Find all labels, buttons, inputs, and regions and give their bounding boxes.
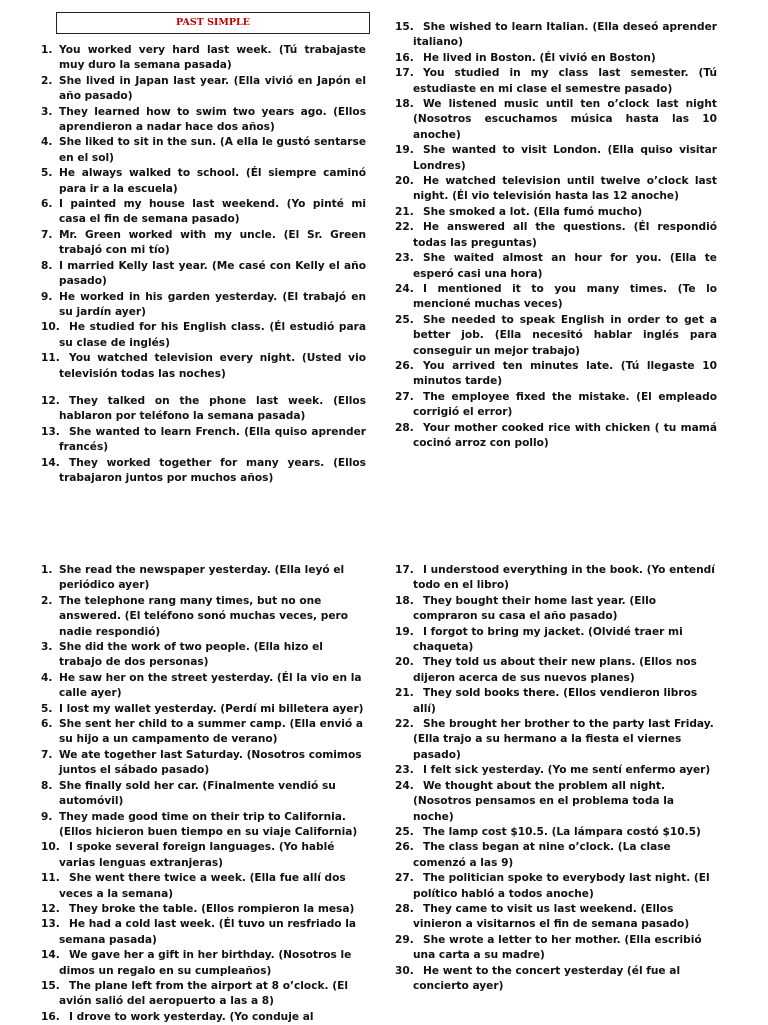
item-text: She waited almost an hour for you. (Ella te esperó casi una hora) xyxy=(413,252,717,280)
item-text: You worked very hard last week. (Tú trabajaste muy duro la semana pasada) xyxy=(59,44,366,72)
list-item xyxy=(41,425,366,456)
item-number: 12. xyxy=(41,394,60,407)
item-number: 14. xyxy=(41,456,60,469)
item-text: He lived in Boston. (Él vivió en Boston) xyxy=(423,51,656,64)
item-number: 25. xyxy=(395,825,414,838)
list-item xyxy=(41,351,366,382)
item-text: You watched television every night. (Usted vio televisión todas las noches) xyxy=(59,352,366,380)
list-item xyxy=(41,979,366,1010)
item-number: 7. xyxy=(41,228,53,241)
section2-right-column xyxy=(395,563,717,994)
item-text: We ate together last Saturday. (Nosotros comimos juntos el sábado pasado) xyxy=(59,748,362,777)
item-number: 3. xyxy=(41,105,53,118)
list-item xyxy=(395,282,717,313)
list-item xyxy=(41,640,366,671)
item-text: She lived in Japan last year. (Ella vivió en Japón el año pasado) xyxy=(59,74,366,103)
list-item xyxy=(395,655,717,686)
item-number: 16. xyxy=(41,1010,60,1023)
item-number: 10. xyxy=(41,841,60,854)
list-item xyxy=(395,20,717,51)
item-text: He answered all the questions. (Él respondió todas las preguntas) xyxy=(413,221,717,249)
item-number: 25. xyxy=(395,313,414,326)
item-number: 28. xyxy=(395,902,414,915)
item-text: He studied for his English class. (Él estudió para su clase de inglés) xyxy=(59,321,366,349)
item-number: 20. xyxy=(395,175,414,188)
list-item xyxy=(395,143,717,174)
list-item xyxy=(395,686,717,717)
list-item xyxy=(41,135,366,166)
list-item xyxy=(395,174,717,205)
item-text: They bought their home last year. (Ello compraron su casa el año pasado) xyxy=(413,594,657,623)
list-item xyxy=(395,251,717,282)
item-text: She liked to sit in the sun. (A ella le gustó sentarse en el sol) xyxy=(59,136,366,164)
list-item xyxy=(41,779,366,810)
item-text: The employee fixed the mistake. (El empleado corrigió el error) xyxy=(413,390,717,419)
list-item xyxy=(41,671,366,702)
item-number: 1. xyxy=(41,564,53,576)
item-text: She went there twice a week. (Ella fue allí dos veces a la semana) xyxy=(59,872,346,900)
item-text: We listened music until ten o’clock last night (Nosotros escuchamos música hasta las 10 anoche) xyxy=(413,98,717,141)
item-text: She wanted to visit London. (Ella quiso visitar Londres) xyxy=(413,144,717,172)
item-number: 26. xyxy=(395,359,414,372)
item-number: 11. xyxy=(41,872,60,885)
list-item xyxy=(395,779,717,825)
section1-left-list xyxy=(41,43,366,486)
item-number: 2. xyxy=(41,594,53,607)
item-number: 9. xyxy=(41,810,53,823)
item-text: You arrived ten minutes late. (Tú llegaste 10 minutos tarde) xyxy=(413,359,717,388)
item-text: I understood everything in the book. (Yo entendí todo en el libro) xyxy=(413,564,715,592)
list-item xyxy=(395,66,717,97)
item-number: 5. xyxy=(41,702,53,715)
item-number: 19. xyxy=(395,144,414,157)
item-text: They sold books there. (Ellos vendieron libros allí) xyxy=(413,687,698,715)
list-item xyxy=(395,625,717,656)
item-text: He always walked to school. (Él siempre caminó para ir a la escuela) xyxy=(59,167,366,195)
item-number: 10. xyxy=(41,321,60,334)
item-number: 21. xyxy=(395,205,414,218)
item-text: She brought her brother to the party last Friday. (Ella trajo a su hermano a la fiesta el viernes pasado) xyxy=(413,718,714,761)
list-item xyxy=(41,871,366,902)
list-item xyxy=(395,825,717,840)
section1-right-list xyxy=(395,20,717,451)
item-number: 21. xyxy=(395,687,414,700)
section1-right-column xyxy=(395,20,717,451)
item-text: She wrote a letter to her mother. (Ella escribió una carta a su madre) xyxy=(413,933,702,962)
item-text: You studied in my class last semester. (Tú estudiaste en mi clase el semestre pasado) xyxy=(413,67,717,95)
list-item xyxy=(395,902,717,933)
section2-right-list xyxy=(395,563,717,994)
title-box xyxy=(56,12,370,34)
item-text: The telephone rang many times, but no one answered. (El teléfono sonó muchas veces, pero nadie respondió) xyxy=(59,594,349,638)
item-number: 29. xyxy=(395,933,414,946)
item-number: 30. xyxy=(395,964,414,977)
item-text: She wished to learn Italian. (Ella deseó aprender italiano) xyxy=(413,21,717,49)
list-item xyxy=(395,763,717,778)
item-text: They came to visit us last weekend. (Ellos vinieron a visitarnos el fin de semana pasado) xyxy=(413,902,690,931)
item-number: 8. xyxy=(41,779,53,792)
item-number: 14. xyxy=(41,949,60,962)
list-item xyxy=(41,840,366,871)
list-item xyxy=(41,456,366,487)
item-text: We thought about the problem all night. (Nosotros pensamos en el problema toda la noche) xyxy=(413,779,675,823)
list-item xyxy=(395,594,717,625)
item-number: 11. xyxy=(41,352,60,365)
item-number: 23. xyxy=(395,252,414,265)
list-item xyxy=(395,97,717,143)
item-text: She sent her child to a summer camp. (Ella envió a su hijo a un campamento de verano) xyxy=(59,718,364,746)
item-text: She smoked a lot. (Ella fumó mucho) xyxy=(423,205,643,218)
list-item xyxy=(395,563,717,594)
section1-left-column xyxy=(41,43,366,486)
item-number: 27. xyxy=(395,872,414,885)
item-text: He had a cold last week. (Él tuvo un resfriado la semana pasada) xyxy=(59,918,357,946)
list-item xyxy=(395,51,717,66)
item-text: Mr. Green worked with my uncle. (El Sr. Green trabajó con mi tío) xyxy=(59,228,366,257)
item-text: I married Kelly last year. (Me casé con Kelly el año pasado) xyxy=(59,259,366,288)
list-item xyxy=(395,840,717,871)
item-text: The politician spoke to everybody last night. (El político habló a todos anoche) xyxy=(413,872,710,900)
item-number: 3. xyxy=(41,641,53,654)
list-item xyxy=(395,313,717,359)
list-item xyxy=(41,948,366,979)
list-item xyxy=(41,902,366,917)
item-number: 26. xyxy=(395,841,414,854)
item-number: 12. xyxy=(41,902,60,915)
list-item xyxy=(41,394,366,425)
item-number: 13. xyxy=(41,918,60,931)
item-text: I lost my wallet yesterday. (Perdí mi billetera ayer) xyxy=(59,702,364,715)
item-text: He watched television until twelve o’clock last night. (Él vio televisión hasta las 12 anoche) xyxy=(413,175,717,203)
section2-left-list xyxy=(41,563,366,1025)
item-text: He went to the concert yesterday (él fue al concierto ayer) xyxy=(413,964,681,992)
item-number: 4. xyxy=(41,671,53,684)
item-number: 20. xyxy=(395,656,414,669)
list-item xyxy=(395,205,717,220)
item-number: 15. xyxy=(395,21,414,33)
item-text: He saw her on the street yesterday. (Él la vio en la calle ayer) xyxy=(59,671,362,700)
item-number: 22. xyxy=(395,221,414,234)
item-number: 24. xyxy=(395,282,414,295)
item-text: I painted my house last weekend. (Yo pinté mi casa el fin de semana pasado) xyxy=(59,198,366,226)
list-item xyxy=(395,220,717,251)
list-item xyxy=(395,871,717,902)
item-text: The lamp cost $10.5. (La lámpara costó $10.5) xyxy=(423,825,701,838)
item-text: They told us about their new plans. (Ellos nos dijeron acerca de sus nuevos planes) xyxy=(413,656,697,684)
item-text: She finally sold her car. (Finalmente vendió su automóvil) xyxy=(59,779,336,808)
item-text: Your mother cooked rice with chicken ( tu mamá cocinó arroz con pollo) xyxy=(413,421,717,449)
item-number: 24. xyxy=(395,779,414,792)
item-number: 17. xyxy=(395,67,414,80)
item-number: 6. xyxy=(41,198,53,211)
list-item xyxy=(41,320,366,351)
list-item xyxy=(395,964,717,995)
list-item xyxy=(41,43,366,74)
item-text: The class began at nine o’clock. (La clase comenzó a las 9) xyxy=(413,841,671,869)
item-text: They learned how to swim two years ago. (Ellos aprendieron a nadar hace dos años) xyxy=(59,105,366,134)
list-item xyxy=(41,228,366,259)
item-number: 19. xyxy=(395,625,414,638)
item-number: 2. xyxy=(41,74,53,87)
item-text: She read the newspaper yesterday. (Ella leyó el periódico ayer) xyxy=(59,564,345,592)
item-number: 6. xyxy=(41,718,53,731)
item-text: She did the work of two people. (Ella hizo el trabajo de dos personas) xyxy=(59,641,323,669)
item-number: 15. xyxy=(41,979,60,992)
list-item xyxy=(41,748,366,779)
item-text: They talked on the phone last week. (Ellos hablaron por teléfono la semana pasada) xyxy=(59,394,366,423)
list-item xyxy=(41,702,366,717)
list-item xyxy=(41,917,366,948)
item-number: 5. xyxy=(41,167,53,180)
item-number: 27. xyxy=(395,390,414,403)
item-text: They worked together for many years. (Ellos trabajaron juntos por muchos años) xyxy=(59,456,366,484)
list-item xyxy=(41,290,366,321)
item-number: 28. xyxy=(395,421,414,434)
item-number: 17. xyxy=(395,564,414,576)
item-number: 18. xyxy=(395,594,414,607)
section2-left-column xyxy=(41,563,366,1025)
list-item xyxy=(395,359,717,390)
item-number: 13. xyxy=(41,425,60,438)
item-number: 1. xyxy=(41,44,53,56)
item-text: He worked in his garden yesterday. (El trabajó en su jardín ayer) xyxy=(59,290,366,318)
list-item xyxy=(41,74,366,105)
list-item xyxy=(41,563,366,594)
item-text: I drove to work yesterday. (Yo conduje al xyxy=(69,1010,314,1023)
list-item xyxy=(41,810,366,841)
item-text: We gave her a gift in her birthday. (Nosotros le dimos un regalo en su cumpleaños) xyxy=(59,949,352,977)
list-item xyxy=(395,717,717,763)
item-number: 23. xyxy=(395,764,414,777)
item-text: I felt sick yesterday. (Yo me sentí enfermo ayer) xyxy=(423,764,711,777)
list-item xyxy=(41,197,366,228)
item-number: 9. xyxy=(41,290,53,303)
item-text: I forgot to bring my jacket. (Olvidé traer mi chaqueta) xyxy=(413,625,683,654)
list-item xyxy=(395,933,717,964)
list-item xyxy=(395,390,717,421)
list-item xyxy=(41,717,366,748)
item-text: I spoke several foreign languages. (Yo hablé varias lenguas extranjeras) xyxy=(59,841,335,869)
item-number: 22. xyxy=(395,718,414,731)
item-text: The plane left from the airport at 8 o’clock. (El avión salió del aeropuerto a las a 8) xyxy=(59,979,348,1008)
list-item xyxy=(41,105,366,136)
list-item xyxy=(41,166,366,197)
list-item xyxy=(395,421,717,452)
list-item xyxy=(41,1010,366,1025)
page-title: PAST SIMPLE xyxy=(176,17,250,29)
item-text: She needed to speak English in order to get a better job. (Ella necesitó hablar inglés para conseguir un mejor trabajo) xyxy=(413,313,717,357)
list-item xyxy=(41,259,366,290)
item-number: 16. xyxy=(395,51,414,64)
list-item xyxy=(41,594,366,640)
item-number: 8. xyxy=(41,259,53,272)
item-text: They made good time on their trip to California. (Ellos hicieron buen tiempo en su viaje California) xyxy=(59,810,358,838)
item-text: She wanted to learn French. (Ella quiso aprender francés) xyxy=(59,425,366,454)
item-number: 7. xyxy=(41,748,53,761)
item-number: 4. xyxy=(41,136,53,149)
item-text: I mentioned it to you many times. (Te lo mencioné muchas veces) xyxy=(413,282,717,311)
item-text: They broke the table. (Ellos rompieron la mesa) xyxy=(69,902,355,915)
item-number: 18. xyxy=(395,98,414,111)
